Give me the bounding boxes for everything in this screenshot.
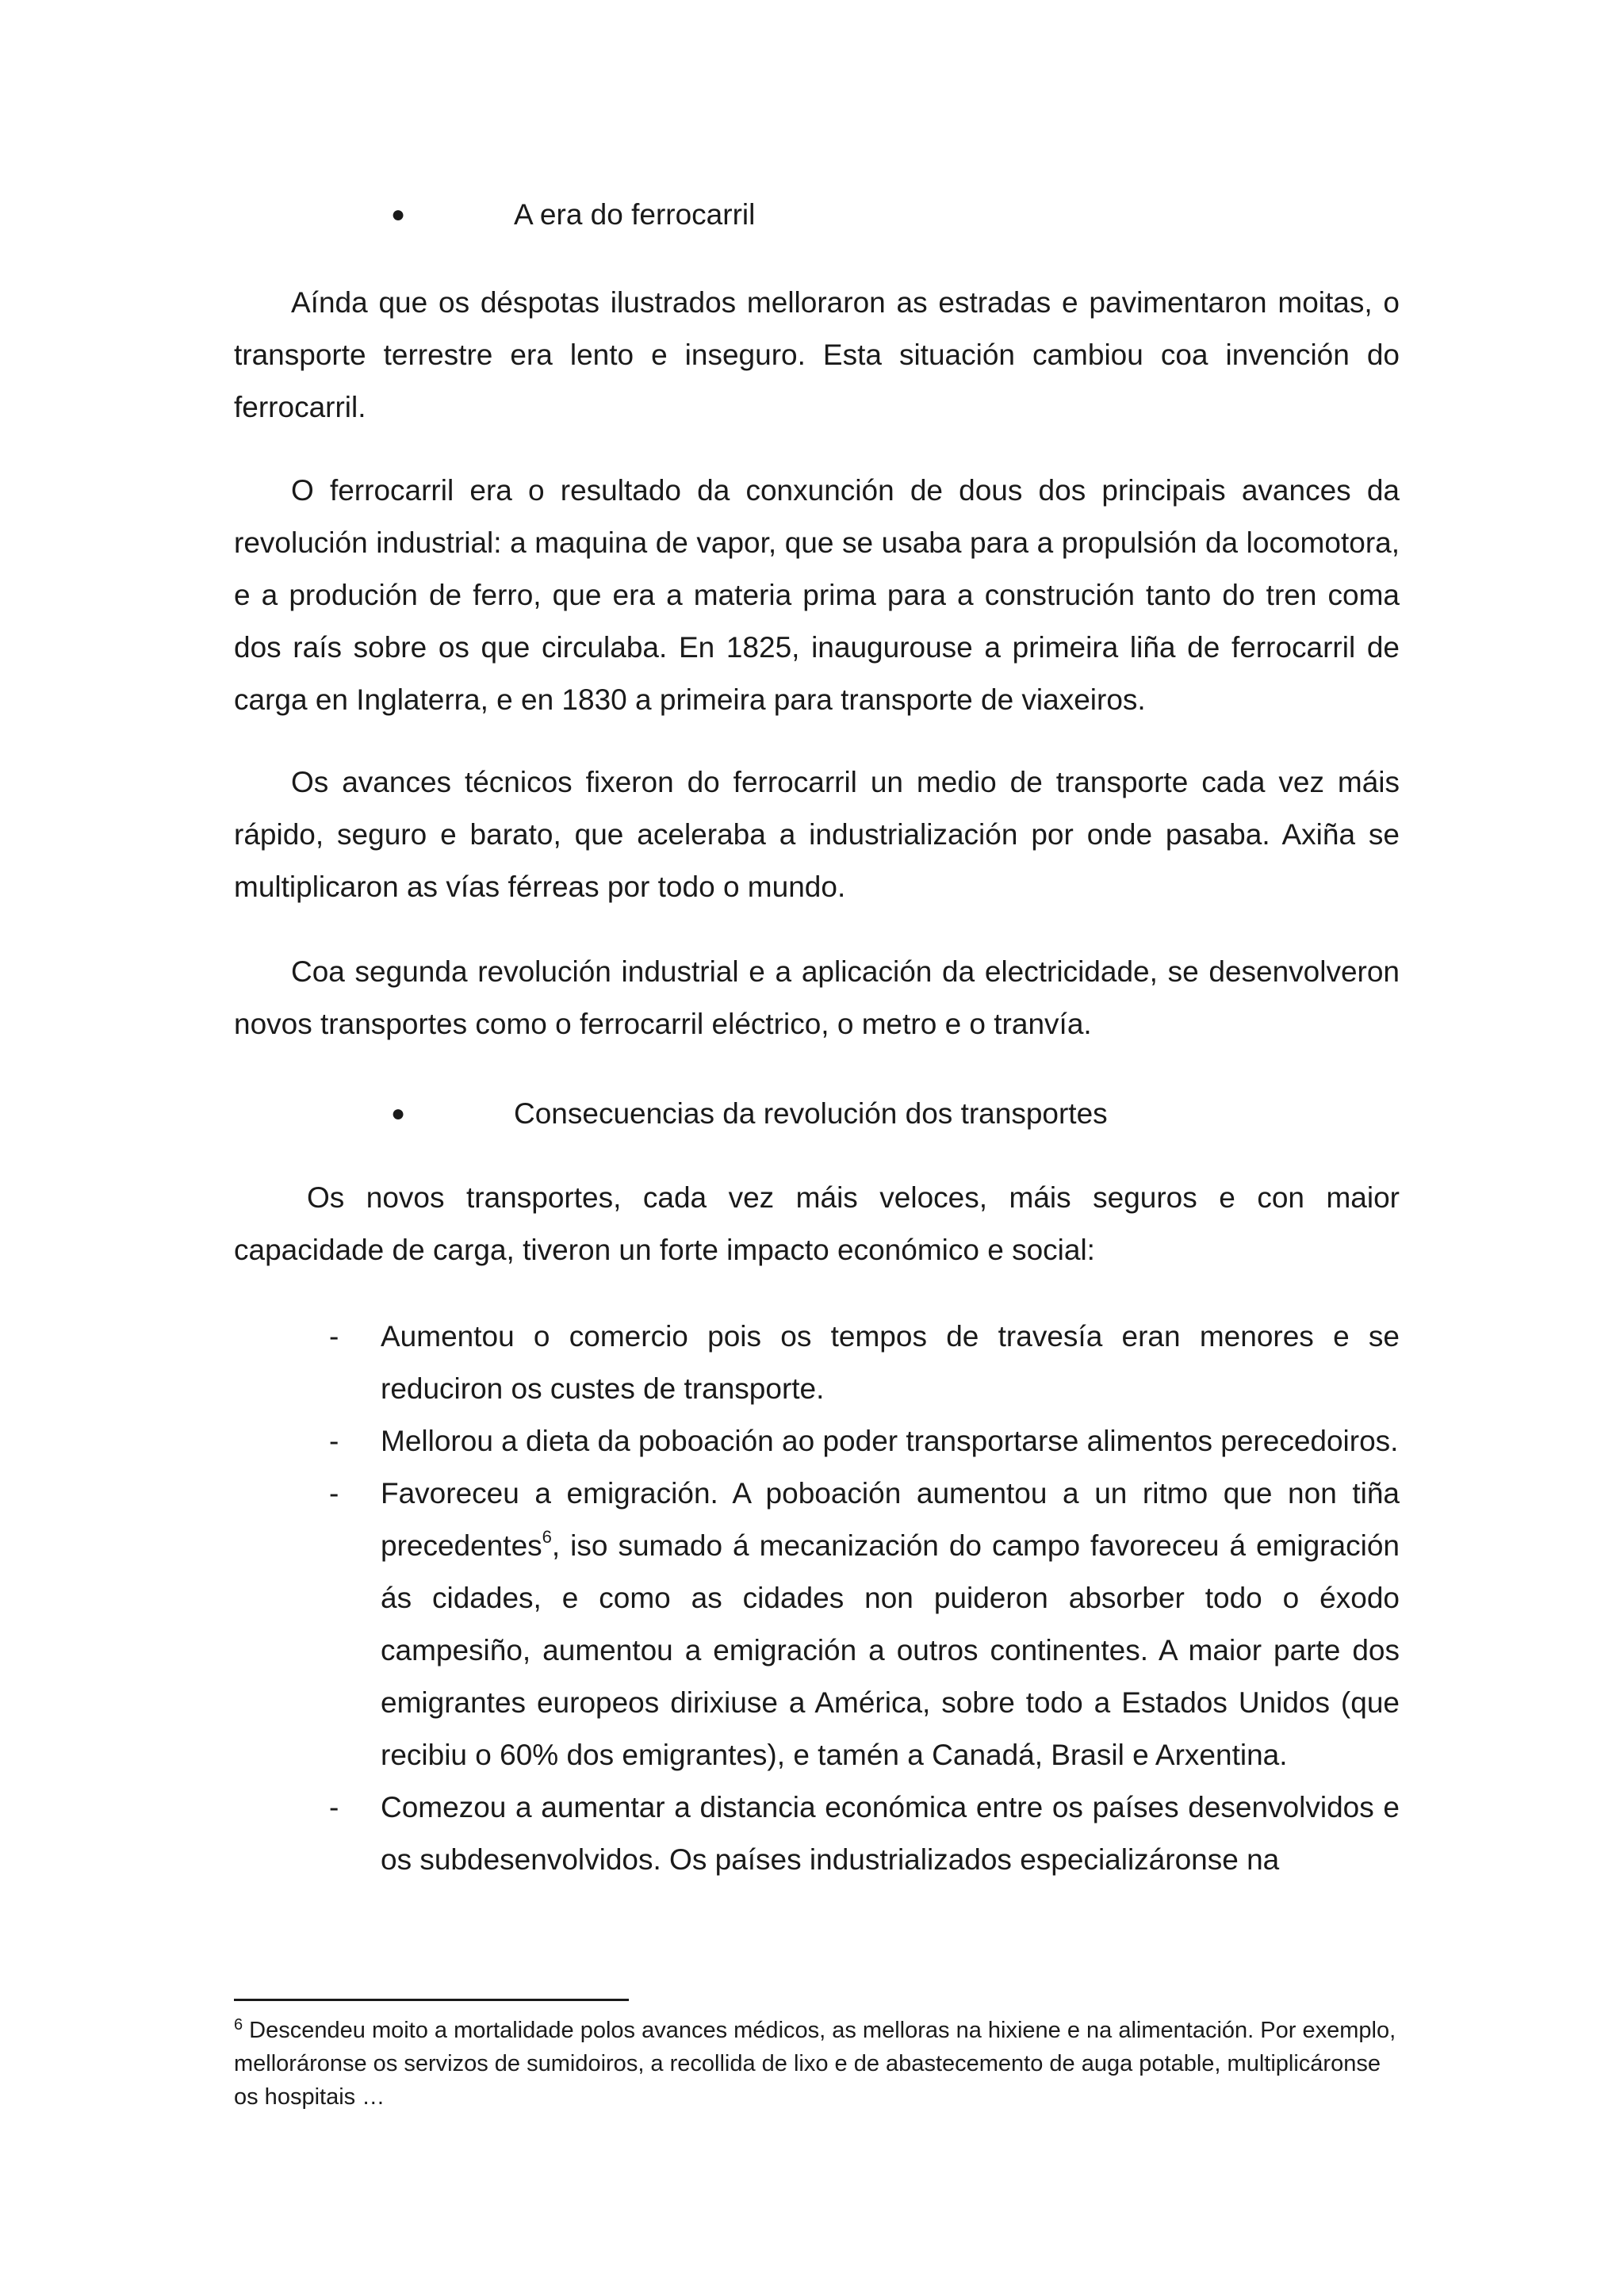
section-heading-text: A era do ferrocarril [514, 198, 756, 231]
list-item-text-part: Favoreceu a emigración. A poboación aumentou a un ritmo que non tiña precedentes [381, 1477, 1400, 1562]
list-item [234, 1311, 1400, 1415]
footnote-separator [234, 1999, 629, 2001]
list-dash: - [329, 1425, 339, 1457]
footnote-text: Descendeu moito a mortalidade polos avances médicos, as melloras na hixiene e na alimentación. Por exemplo, melloráronse os servizos de sumidoiros, a recollida de lixo e de abastecemento de auga potable, multiplicáronse os hospitais … [234, 2018, 1396, 2110]
paragraph-intro: Aínda que os déspotas ilustrados melloraron as estradas e pavimentaron moitas, o transporte terrestre era lento e inseguro. Esta situación cambiou coa invención do ferrocarril. [234, 286, 1400, 423]
paragraph-second-revolution: Coa segunda revolución industrial e a aplicación da electricidade, se desenvolveron novos transportes como o ferrocarril eléctrico, o metro e o tranvía. [234, 955, 1400, 1040]
paragraph-technical-advances: Os avances técnicos fixeron do ferrocarril un medio de transporte cada vez máis rápido, seguro e barato, que aceleraba a industrialización por onde pasaba. Axiña se multiplicaron as vías férreas por todo o mundo. [234, 766, 1400, 903]
list-item-text [381, 1477, 1400, 1771]
list-dash: - [329, 1791, 339, 1823]
list-item [234, 1781, 1400, 1886]
footnote-reference[interactable]: 6 [542, 1527, 552, 1547]
list-item-text: Mellorou a dieta da poboación ao poder transportarse alimentos perecedoiros. [381, 1425, 1399, 1457]
bullet-icon: ● [391, 201, 406, 228]
list-dash: - [329, 1477, 339, 1510]
list-item [234, 1415, 1400, 1468]
paragraph-railway-origin: O ferrocarril era o resultado da conxunción de dous dos principais avances da revolución industrial: a maquina de vapor, que se usaba para a propulsión da locomotora, e a produción de ferro, que era a materia prima para a construción tanto do tren coma dos raís sobre os que circulaba. En 1825, inaugurouse a primeira liña de ferrocarril de carga en Inglaterra, e en 1830 a primeira para transporte de viaxeiros. [234, 474, 1400, 716]
bullet-icon: ● [391, 1100, 406, 1127]
footnote-number: 6 [234, 2016, 243, 2034]
consequences-list [234, 1311, 1400, 1886]
list-item-text: Aumentou o comercio pois os tempos de travesía eran menores e se reduciron os custes de transporte. [381, 1320, 1400, 1405]
list-item-text: Comezou a aumentar a distancia económica entre os países desenvolvidos e os subdesenvolvidos. Os países industrializados especializáronse na [381, 1791, 1400, 1876]
footnote [234, 2014, 1400, 2114]
list-dash: - [329, 1320, 339, 1353]
list-item [234, 1468, 1400, 1781]
section-heading-text: Consecuencias da revolución dos transportes [514, 1097, 1108, 1130]
paragraph-consequences-intro: Os novos transportes, cada vez máis veloces, máis seguros e con maior capacidade de carga, tiveron un forte impacto económico e social: [234, 1181, 1400, 1266]
list-item-text-part: , iso sumado á mecanización do campo favoreceu á emigración ás cidades, e como as cidades non puideron absorber todo o éxodo campesiño, aumentou a emigración a outros continentes. A maior parte dos emigrantes europeos dirixiuse a América, sobre todo a Estados Unidos (que recibiu o 60% dos emigrantes), e tamén a Canadá, Brasil e Arxentina. [381, 1529, 1400, 1771]
